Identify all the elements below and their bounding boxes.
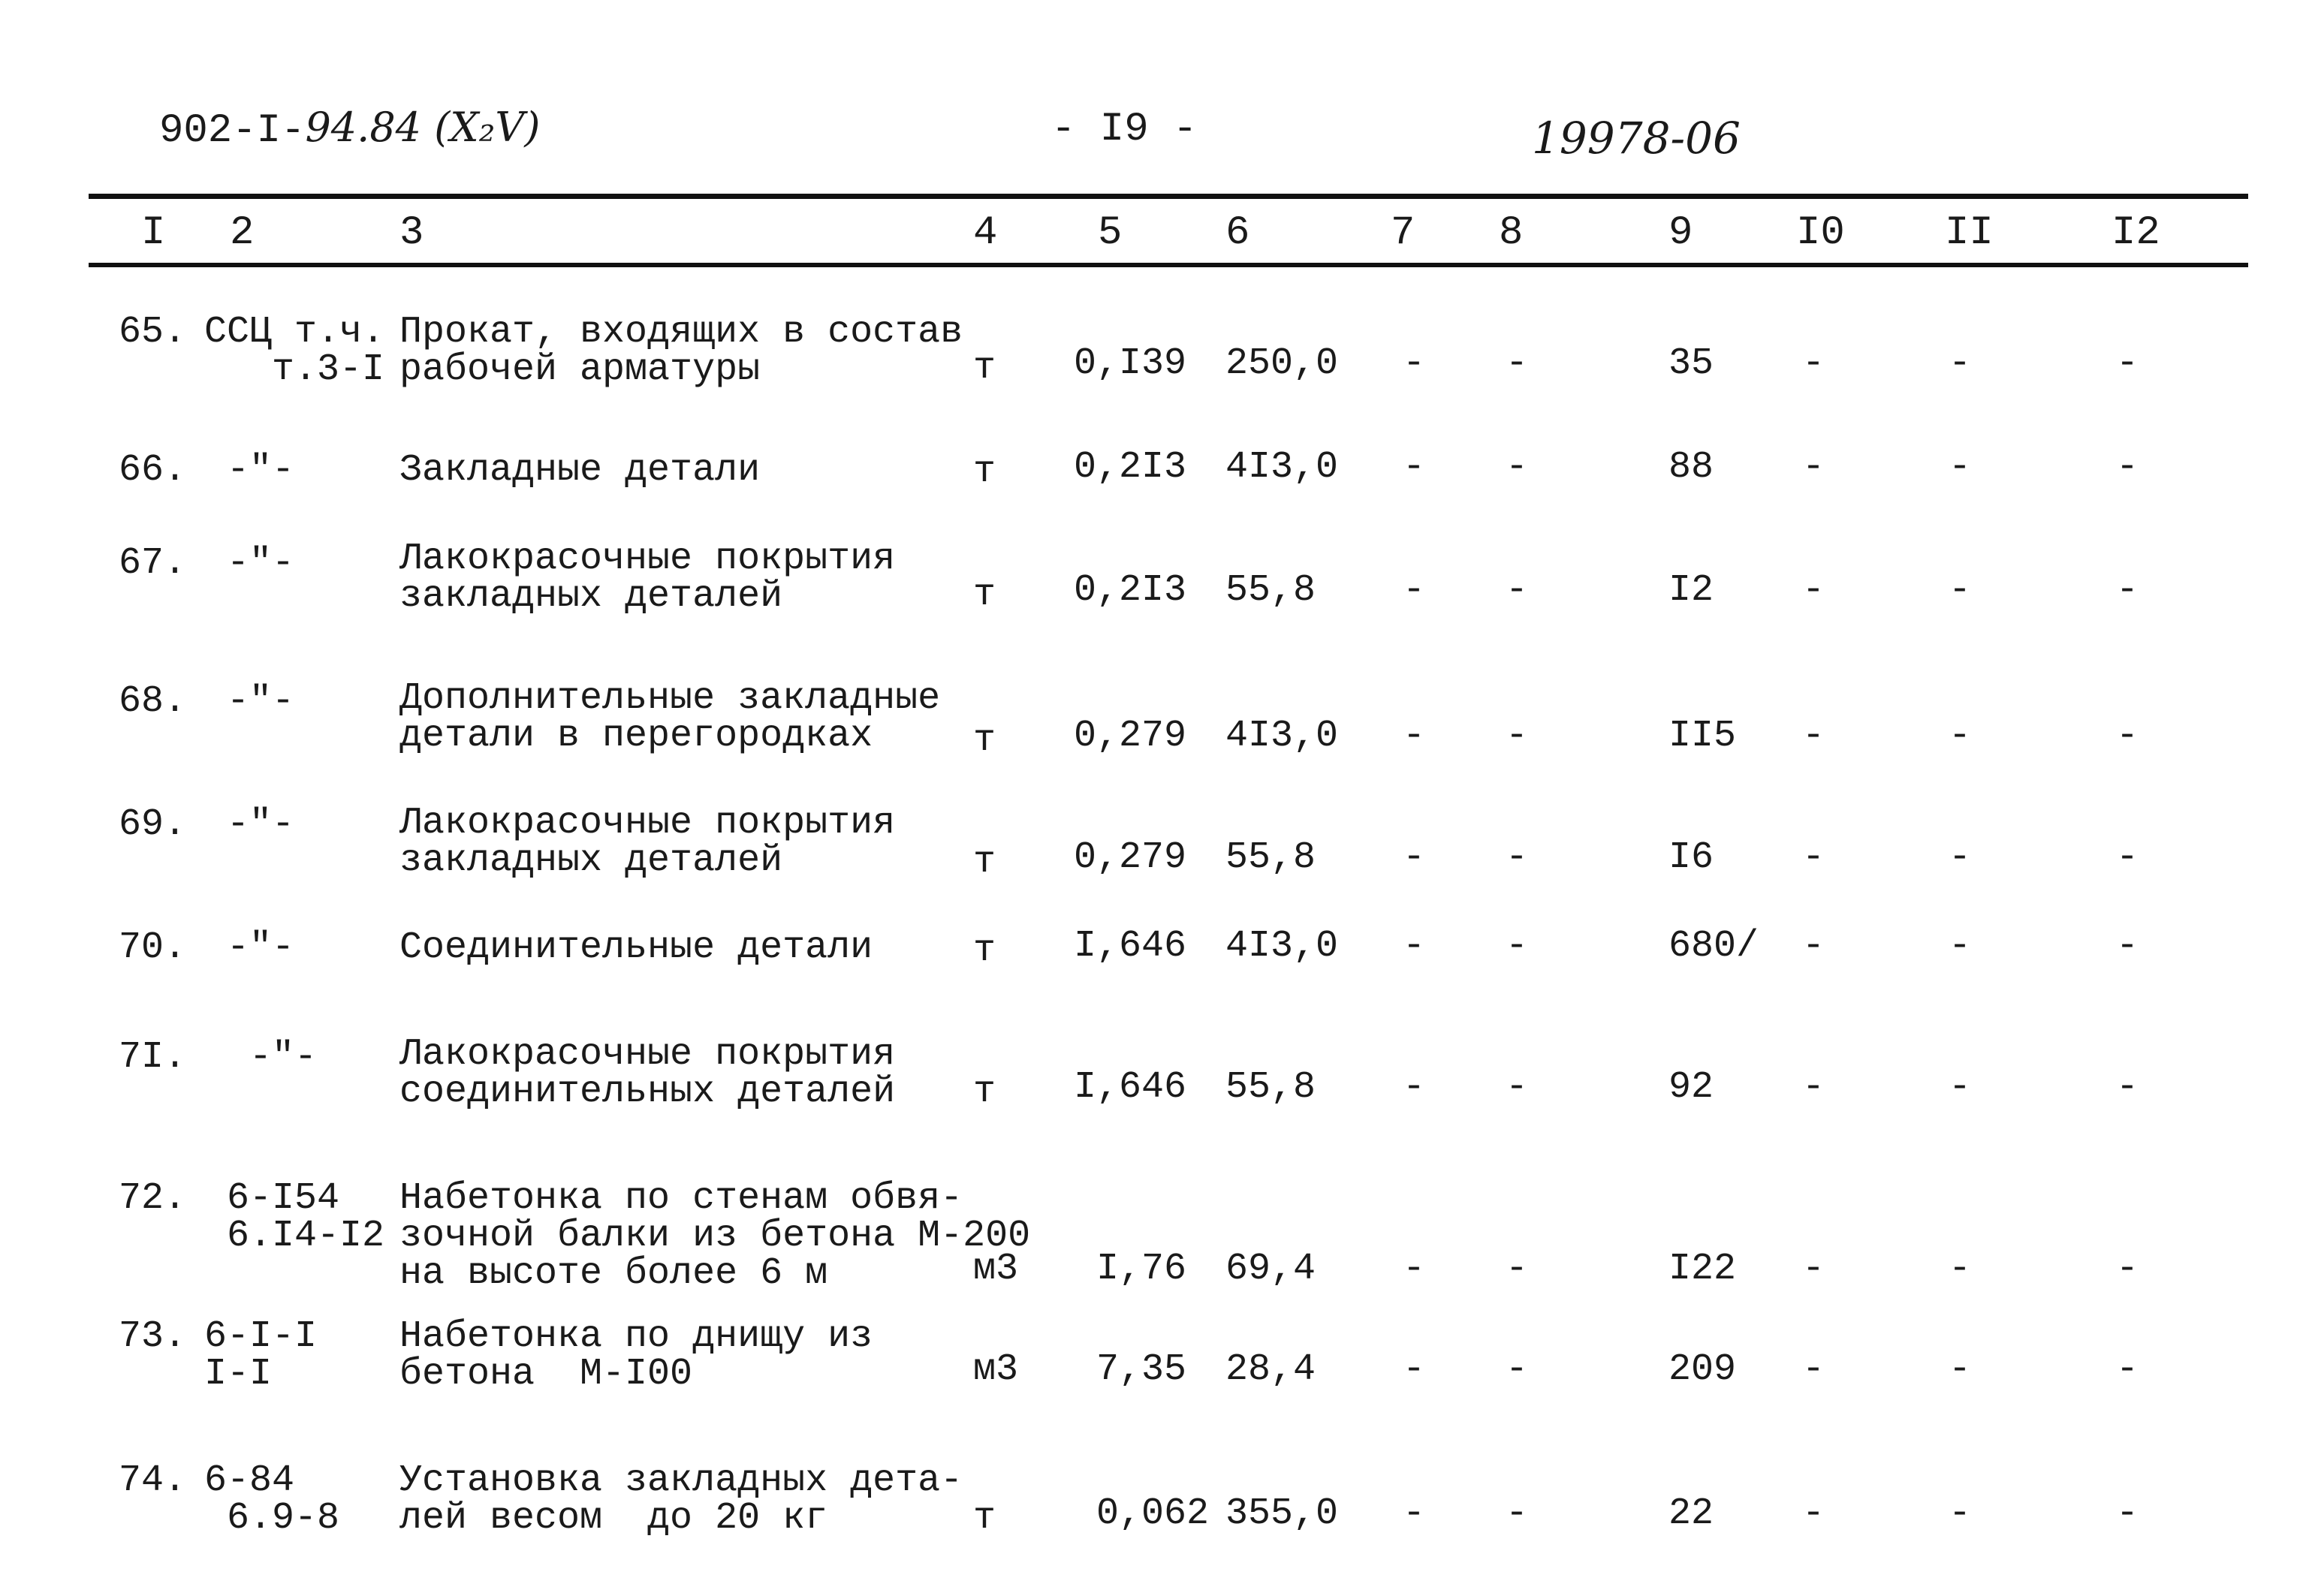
col-11-value: - (1949, 715, 1972, 757)
col-12-value: - (2116, 1066, 2139, 1109)
document-code (159, 104, 540, 154)
top-rule (89, 194, 2248, 199)
row-number: 7I. (119, 1036, 187, 1079)
col-11-value: - (1949, 1492, 1972, 1535)
ref-line: 6-I-I (204, 1315, 318, 1358)
col-10-value: - (1802, 925, 1825, 968)
unit: т (973, 347, 996, 390)
col-10-value: - (1802, 836, 1825, 879)
norm-reference (204, 542, 295, 585)
col-10-value: - (1802, 1348, 1825, 1391)
column-header-9: 9 (1668, 210, 1693, 256)
item-name (399, 1177, 1031, 1295)
total-cost: I6 (1668, 836, 1714, 879)
item-name (399, 311, 963, 391)
col-11-value: - (1949, 1248, 1972, 1290)
name-line: Закладные детали (399, 449, 761, 492)
unit: т (973, 1071, 996, 1113)
column-header-5: 5 (1098, 210, 1123, 256)
norm-reference (204, 803, 295, 846)
row-number: 66. (119, 449, 187, 492)
unit-price: 55,8 (1225, 569, 1316, 612)
col-8-value: - (1506, 925, 1529, 968)
col-10-value: - (1802, 446, 1825, 489)
name-line: Прокат, входящих в состав (399, 311, 963, 354)
col-12-value: - (2116, 342, 2139, 385)
quantity: 0,279 (1074, 836, 1187, 879)
item-name (399, 926, 873, 969)
name-line: Установка закладных дета- (399, 1459, 963, 1502)
row-number: 67. (119, 542, 187, 585)
col-7-value: - (1403, 1348, 1426, 1391)
total-cost: 680/ (1668, 925, 1759, 968)
total-cost: 35 (1668, 342, 1714, 385)
ref-line: ССЦ т.ч. (204, 311, 385, 354)
unit: т (973, 450, 996, 493)
quantity: 7,35 (1074, 1348, 1187, 1391)
column-header-1: I (141, 210, 166, 256)
item-name (399, 449, 761, 492)
col-8-value: - (1506, 836, 1529, 879)
col-8-value: - (1506, 446, 1529, 489)
col-10-value: - (1802, 1492, 1825, 1535)
row-number: 69. (119, 803, 187, 846)
row-number: 72. (119, 1177, 187, 1220)
col-10-value: - (1802, 715, 1825, 757)
name-line: бетона М-I00 (399, 1353, 693, 1396)
name-line: зочной балки из бетона М-200 (399, 1215, 1031, 1257)
unit: т (973, 841, 996, 884)
header-rule (89, 263, 2248, 267)
name-line: Соединительные детали (399, 926, 873, 969)
item-name (399, 1315, 873, 1396)
col-7-value: - (1403, 1066, 1426, 1109)
col-7-value: - (1403, 715, 1426, 757)
name-line: закладных деталей (399, 839, 783, 882)
col-12-value: - (2116, 1248, 2139, 1290)
column-header-6: 6 (1225, 210, 1250, 256)
ref-line: -"- (204, 1036, 318, 1079)
quantity: I,646 (1074, 925, 1187, 968)
ref-line: -"- (204, 680, 295, 723)
unit-price: 55,8 (1225, 1066, 1316, 1109)
total-cost: I22 (1668, 1248, 1737, 1290)
row-number: 73. (119, 1315, 187, 1358)
ref-line: -"- (204, 542, 295, 585)
name-line: рабочей арматуры (399, 348, 761, 391)
name-line: Лакокрасочные покрытия (399, 538, 896, 580)
col-8-value: - (1506, 569, 1529, 612)
ref-line: -"- (204, 803, 295, 846)
norm-reference (204, 1459, 340, 1540)
col-10-value: - (1802, 342, 1825, 385)
item-name (399, 538, 896, 618)
inventory-number: 19978-06 (1532, 113, 1741, 164)
total-cost: II5 (1668, 715, 1737, 757)
item-name (399, 1459, 963, 1540)
column-header-7: 7 (1391, 210, 1415, 256)
col-12-value: - (2116, 715, 2139, 757)
norm-reference (204, 1177, 385, 1257)
column-header-4: 4 (973, 210, 998, 256)
norm-reference (204, 1036, 318, 1079)
row-number: 68. (119, 680, 187, 723)
name-line: на высоте более 6 м (399, 1252, 828, 1295)
item-name (399, 802, 896, 882)
total-cost: 209 (1668, 1348, 1737, 1391)
col-8-value: - (1506, 1066, 1529, 1109)
column-header-8: 8 (1499, 210, 1524, 256)
col-8-value: - (1506, 1348, 1529, 1391)
name-line: Набетонка по стенам обвя- (399, 1177, 963, 1220)
unit: м3 (973, 1248, 1019, 1290)
name-line: Лакокрасочные покрытия (399, 802, 896, 845)
item-name (399, 1033, 896, 1113)
row-number: 74. (119, 1459, 187, 1502)
column-header-12: I2 (2112, 210, 2160, 256)
name-line: лей весом до 20 кг (399, 1497, 828, 1540)
name-line: закладных деталей (399, 575, 783, 618)
document-code-printed: 902-I- (159, 108, 306, 154)
col-7-value: - (1403, 446, 1426, 489)
total-cost: 22 (1668, 1492, 1714, 1535)
col-8-value: - (1506, 1492, 1529, 1535)
ref-line: -"- (204, 449, 295, 492)
total-cost: 92 (1668, 1066, 1714, 1109)
unit: т (973, 574, 996, 616)
quantity: 0,I39 (1074, 342, 1187, 385)
unit-price: 55,8 (1225, 836, 1316, 879)
name-line: Лакокрасочные покрытия (399, 1033, 896, 1076)
name-line: соединительных деталей (399, 1071, 896, 1113)
quantity: 0,062 (1074, 1492, 1210, 1535)
unit-price: 28,4 (1225, 1348, 1316, 1391)
ref-line: т.3-I (204, 348, 385, 391)
col-11-value: - (1949, 569, 1972, 612)
ref-line: -"- (204, 926, 295, 969)
unit-price: 355,0 (1225, 1492, 1339, 1535)
col-10-value: - (1802, 1248, 1825, 1290)
ref-line: 6.9-8 (204, 1497, 340, 1540)
col-7-value: - (1403, 836, 1426, 879)
total-cost: 88 (1668, 446, 1714, 489)
col-10-value: - (1802, 1066, 1825, 1109)
quantity: 0,279 (1074, 715, 1187, 757)
row-number: 70. (119, 926, 187, 969)
col-7-value: - (1403, 925, 1426, 968)
col-12-value: - (2116, 446, 2139, 489)
norm-reference (204, 1315, 318, 1396)
row-number: 65. (119, 311, 187, 354)
unit-price: 69,4 (1225, 1248, 1316, 1290)
item-name (399, 677, 941, 757)
col-11-value: - (1949, 1348, 1972, 1391)
col-12-value: - (2116, 1348, 2139, 1391)
column-header-11: II (1945, 210, 1994, 256)
page-number: - I9 - (1051, 107, 1198, 152)
unit-price: 4I3,0 (1225, 925, 1339, 968)
col-7-value: - (1403, 1248, 1426, 1290)
col-12-value: - (2116, 836, 2139, 879)
name-line: детали в перегородках (399, 715, 873, 757)
name-line: Набетонка по днищу из (399, 1315, 873, 1358)
column-header-3: 3 (399, 210, 424, 256)
ref-line: 6.I4-I2 (204, 1215, 385, 1257)
name-line: Дополнительные закладные (399, 677, 941, 720)
column-header-10: I0 (1796, 210, 1845, 256)
col-11-value: - (1949, 836, 1972, 879)
ref-line: 6-I54 (204, 1177, 340, 1220)
unit-price: 250,0 (1225, 342, 1339, 385)
norm-reference (204, 311, 385, 391)
unit: т (973, 719, 996, 762)
total-cost: I2 (1668, 569, 1714, 612)
col-7-value: - (1403, 569, 1426, 612)
col-12-value: - (2116, 1492, 2139, 1535)
col-11-value: - (1949, 446, 1972, 489)
col-8-value: - (1506, 1248, 1529, 1290)
unit-price: 4I3,0 (1225, 446, 1339, 489)
norm-reference (204, 449, 295, 492)
col-12-value: - (2116, 925, 2139, 968)
col-11-value: - (1949, 925, 1972, 968)
unit: т (973, 1497, 996, 1540)
col-12-value: - (2116, 569, 2139, 612)
ref-line: 6-84 (204, 1459, 295, 1502)
column-header-2: 2 (230, 210, 255, 256)
col-10-value: - (1802, 569, 1825, 612)
col-11-value: - (1949, 1066, 1972, 1109)
quantity: 0,2I3 (1074, 569, 1187, 612)
col-8-value: - (1506, 342, 1529, 385)
col-8-value: - (1506, 715, 1529, 757)
norm-reference (204, 926, 295, 969)
col-7-value: - (1403, 1492, 1426, 1535)
col-11-value: - (1949, 342, 1972, 385)
norm-reference (204, 680, 295, 723)
quantity: 0,2I3 (1074, 446, 1187, 489)
unit-price: 4I3,0 (1225, 715, 1339, 757)
quantity: I,646 (1074, 1066, 1187, 1109)
document-code-handwritten: 94.84 (X₂V) (305, 104, 541, 151)
col-7-value: - (1403, 342, 1426, 385)
unit: т (973, 929, 996, 972)
unit: м3 (973, 1348, 1019, 1391)
quantity: I,76 (1074, 1248, 1187, 1290)
ref-line: I-I (204, 1353, 273, 1396)
